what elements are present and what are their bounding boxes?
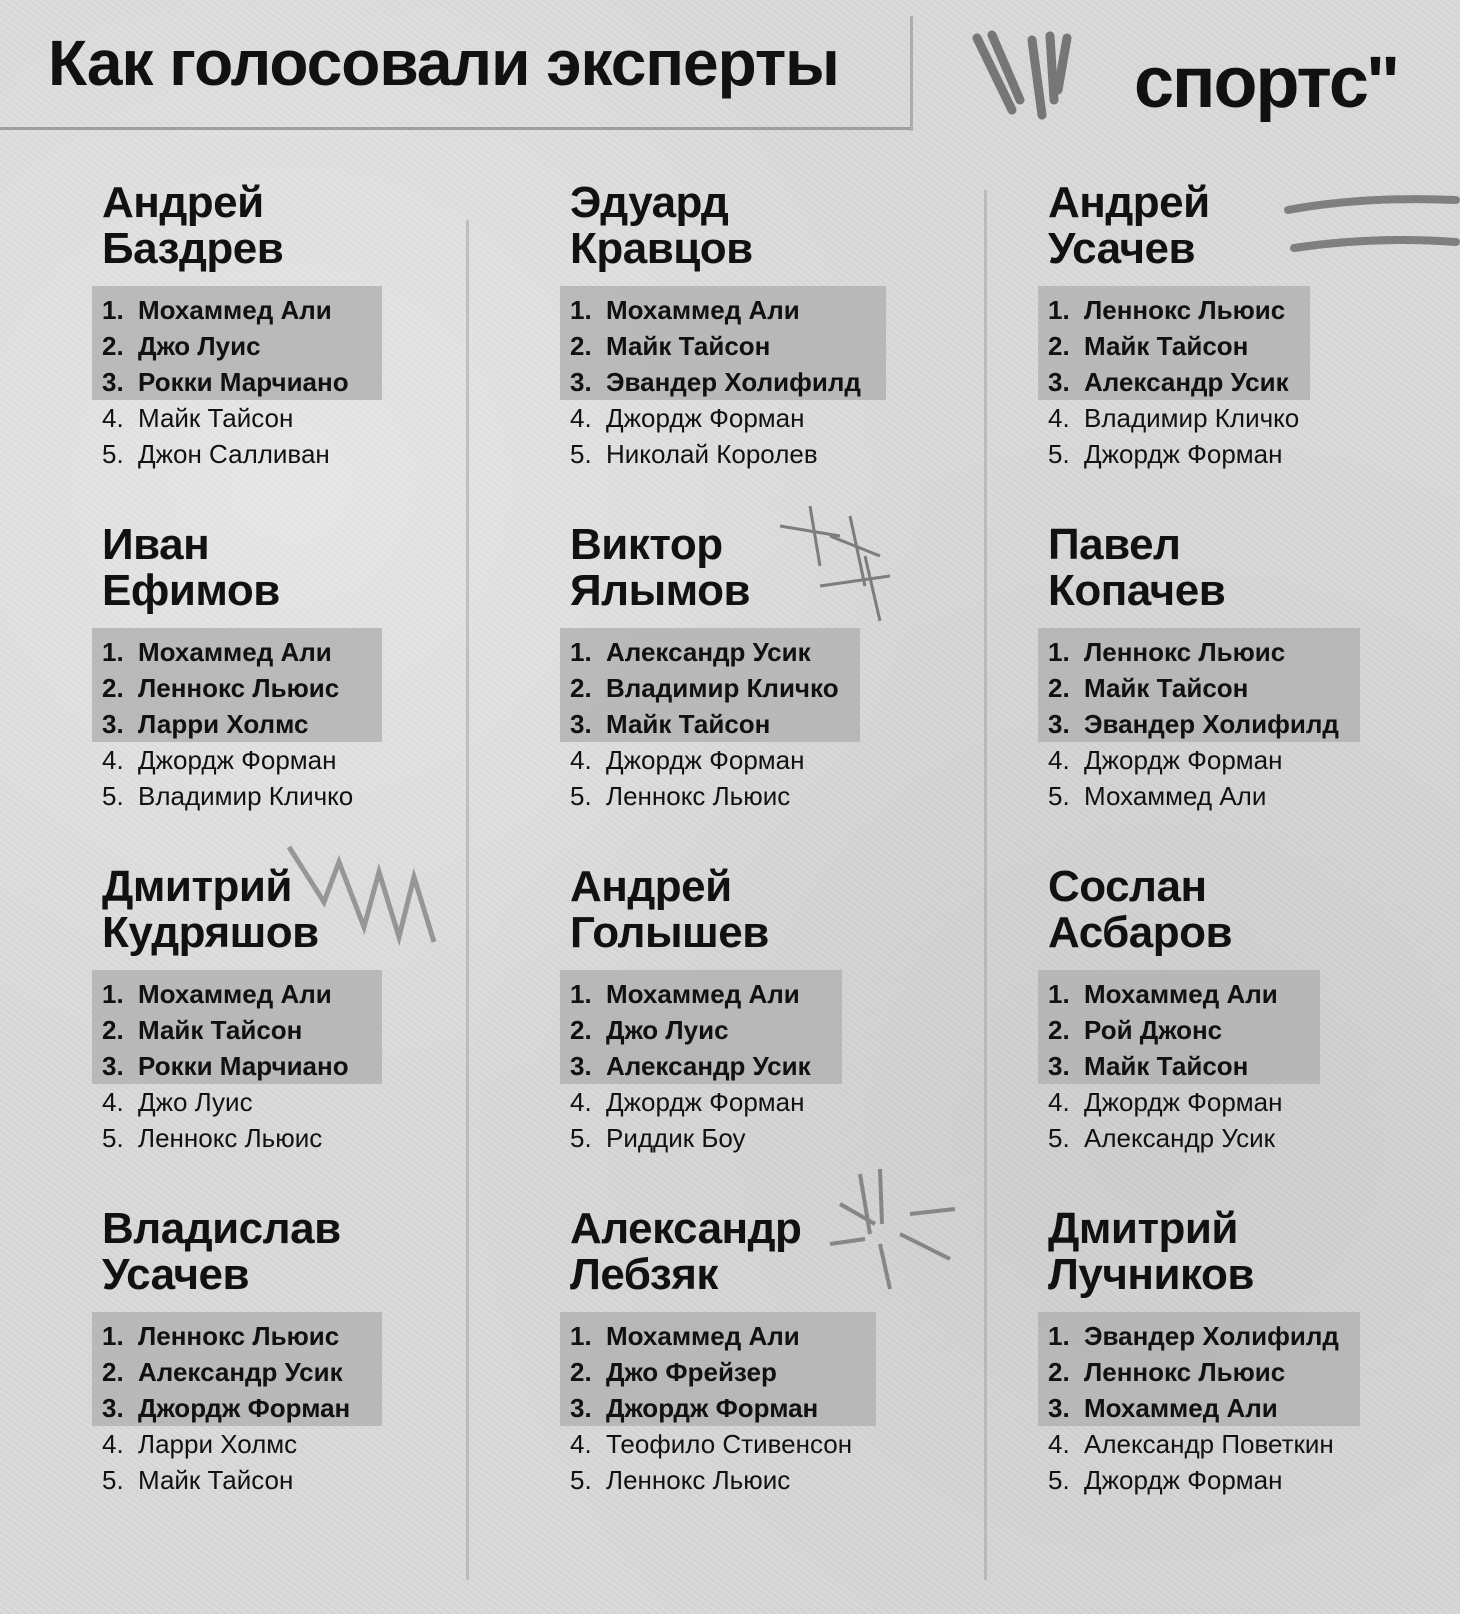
rank-number: 1. bbox=[1048, 637, 1070, 667]
ranking-item bbox=[1048, 1390, 1388, 1426]
ranking-item bbox=[570, 778, 910, 814]
ranking-item bbox=[102, 1120, 442, 1156]
boxer-name: Мохаммед Али bbox=[606, 979, 800, 1009]
ranking-list bbox=[102, 976, 442, 1156]
ranking-item bbox=[102, 400, 442, 436]
rank-number: 1. bbox=[570, 979, 592, 1009]
boxer-name: Александр Усик bbox=[606, 1051, 811, 1081]
boxer-name: Джордж Форман bbox=[138, 745, 337, 775]
header-vertical-divider bbox=[910, 16, 913, 131]
ranking-item bbox=[1048, 634, 1388, 670]
ranking-item bbox=[102, 1390, 442, 1426]
rank-number: 4. bbox=[1048, 1429, 1070, 1459]
rank-number: 2. bbox=[1048, 331, 1070, 361]
boxer-name: Майк Тайсон bbox=[606, 331, 771, 361]
expert-first-name: Александр bbox=[570, 1204, 802, 1253]
rank-number: 3. bbox=[1048, 367, 1070, 397]
expert-last-name: Усачев bbox=[102, 1250, 250, 1299]
boxer-name: Джордж Форман bbox=[606, 745, 805, 775]
expert-last-name: Кудряшов bbox=[102, 908, 319, 957]
boxer-name: Мохаммед Али bbox=[606, 295, 800, 325]
ranking-list bbox=[102, 1318, 442, 1498]
ranking-item bbox=[1048, 976, 1388, 1012]
boxer-name: Майк Тайсон bbox=[138, 1465, 294, 1495]
expert-last-name: Асбаров bbox=[1048, 908, 1233, 957]
ranking-item bbox=[570, 1390, 910, 1426]
ranking-list bbox=[1048, 634, 1388, 814]
boxer-name: Рокки Марчиано bbox=[138, 367, 349, 397]
boxer-name: Александр Усик bbox=[138, 1357, 343, 1387]
boxer-name: Мохаммед Али bbox=[1084, 1393, 1278, 1423]
expert-name bbox=[1048, 522, 1388, 614]
boxer-name: Владимир Кличко bbox=[606, 673, 839, 703]
boxer-name: Александр Усик bbox=[1084, 367, 1289, 397]
ranking-item bbox=[1048, 1012, 1388, 1048]
rank-number: 4. bbox=[570, 1087, 592, 1117]
expert-name bbox=[1048, 1206, 1388, 1298]
expert-last-name: Усачев bbox=[1048, 224, 1196, 273]
rank-number: 2. bbox=[570, 331, 592, 361]
rank-number: 5. bbox=[1048, 439, 1070, 469]
ranking-item bbox=[102, 1318, 442, 1354]
rank-number: 1. bbox=[102, 637, 124, 667]
expert-card bbox=[570, 522, 910, 814]
rank-number: 5. bbox=[102, 1123, 124, 1153]
expert-first-name: Иван bbox=[102, 520, 210, 569]
ranking-item bbox=[102, 778, 442, 814]
ranking-item bbox=[1048, 1084, 1388, 1120]
boxer-name: Леннокс Льюис bbox=[1084, 1357, 1286, 1387]
expert-card bbox=[102, 180, 442, 472]
rank-number: 4. bbox=[1048, 403, 1070, 433]
boxer-name: Риддик Боу bbox=[606, 1123, 746, 1153]
ranking-item bbox=[1048, 328, 1388, 364]
page-title: Как голосовали эксперты bbox=[48, 27, 839, 99]
ranking-list bbox=[570, 634, 910, 814]
expert-first-name: Павел bbox=[1048, 520, 1181, 569]
ranking-item bbox=[570, 706, 910, 742]
ranking-item bbox=[1048, 742, 1388, 778]
ranking-item bbox=[570, 976, 910, 1012]
rank-number: 5. bbox=[102, 1465, 124, 1495]
ranking-item bbox=[570, 1462, 910, 1498]
ranking-item bbox=[570, 328, 910, 364]
boxer-name: Александр Усик bbox=[606, 637, 811, 667]
boxer-name: Мохаммед Али bbox=[1084, 979, 1278, 1009]
rank-number: 4. bbox=[1048, 745, 1070, 775]
ranking-item bbox=[570, 436, 910, 472]
boxer-name: Мохаммед Али bbox=[1084, 781, 1267, 811]
expert-card bbox=[1048, 1206, 1388, 1498]
expert-card bbox=[1048, 180, 1388, 472]
ranking-item bbox=[1048, 1354, 1388, 1390]
expert-name bbox=[570, 180, 910, 272]
ranking-item bbox=[102, 1462, 442, 1498]
ranking-item bbox=[570, 634, 910, 670]
rank-number: 1. bbox=[102, 1321, 124, 1351]
boxer-name: Джордж Форман bbox=[1084, 439, 1283, 469]
expert-first-name: Андрей bbox=[1048, 178, 1210, 227]
rank-number: 3. bbox=[102, 709, 124, 739]
expert-name bbox=[570, 522, 910, 614]
ranking-item bbox=[102, 364, 442, 400]
ranking-list bbox=[570, 976, 910, 1156]
rank-number: 3. bbox=[570, 367, 592, 397]
expert-name bbox=[570, 864, 910, 956]
boxer-name: Майк Тайсон bbox=[138, 1015, 303, 1045]
ranking-item bbox=[1048, 400, 1388, 436]
ranking-item bbox=[102, 1354, 442, 1390]
boxer-name: Мохаммед Али bbox=[138, 295, 332, 325]
expert-name bbox=[102, 1206, 442, 1298]
boxer-name: Владимир Кличко bbox=[1084, 403, 1300, 433]
expert-last-name: Ефимов bbox=[102, 566, 280, 615]
ranking-item bbox=[570, 400, 910, 436]
boxer-name: Леннокс Льюис bbox=[138, 1321, 340, 1351]
boxer-name: Джордж Форман bbox=[606, 1393, 819, 1423]
rank-number: 2. bbox=[102, 673, 124, 703]
rank-number: 1. bbox=[102, 979, 124, 1009]
rank-number: 2. bbox=[570, 1357, 592, 1387]
expert-card bbox=[570, 864, 910, 1156]
ranking-item bbox=[1048, 1426, 1388, 1462]
column-divider-1 bbox=[466, 220, 469, 1580]
boxer-name: Джо Луис bbox=[606, 1015, 729, 1045]
ranking-item bbox=[570, 364, 910, 400]
expert-last-name: Баздрев bbox=[102, 224, 284, 273]
expert-last-name: Копачев bbox=[1048, 566, 1226, 615]
expert-last-name: Лебзяк bbox=[570, 1250, 718, 1299]
boxer-name: Майк Тайсон bbox=[138, 403, 294, 433]
expert-name bbox=[1048, 180, 1388, 272]
ranking-item bbox=[102, 328, 442, 364]
expert-last-name: Лучников bbox=[1048, 1250, 1254, 1299]
ranking-item bbox=[570, 1354, 910, 1390]
rank-number: 3. bbox=[570, 709, 592, 739]
ranking-item bbox=[570, 670, 910, 706]
boxer-name: Эвандер Холифилд bbox=[1084, 1321, 1339, 1351]
boxer-name: Майк Тайсон bbox=[1084, 331, 1249, 361]
ranking-item bbox=[570, 1426, 910, 1462]
boxer-name: Джо Луис bbox=[138, 331, 261, 361]
boxer-name: Джордж Форман bbox=[1084, 1087, 1283, 1117]
boxer-name: Леннокс Льюис bbox=[1084, 295, 1286, 325]
expert-last-name: Голышев bbox=[570, 908, 769, 957]
boxer-name: Леннокс Льюис bbox=[138, 673, 340, 703]
expert-name bbox=[102, 180, 442, 272]
rank-number: 4. bbox=[102, 745, 124, 775]
rank-number: 1. bbox=[1048, 295, 1070, 325]
ranking-list bbox=[570, 1318, 910, 1498]
ranking-item bbox=[102, 292, 442, 328]
boxer-name: Ларри Холмс bbox=[138, 1429, 298, 1459]
rank-number: 5. bbox=[570, 439, 592, 469]
expert-card bbox=[1048, 522, 1388, 814]
boxer-name: Джордж Форман bbox=[1084, 1465, 1283, 1495]
rank-number: 4. bbox=[102, 403, 124, 433]
boxer-name: Теофило Стивенсон bbox=[606, 1429, 853, 1459]
ranking-item bbox=[102, 1084, 442, 1120]
ranking-item bbox=[570, 1318, 910, 1354]
rank-number: 5. bbox=[1048, 781, 1070, 811]
boxer-name: Рой Джонс bbox=[1084, 1015, 1223, 1045]
ranking-item bbox=[1048, 1048, 1388, 1084]
expert-card bbox=[570, 1206, 910, 1498]
boxer-name: Джо Луис bbox=[138, 1087, 253, 1117]
expert-last-name: Кравцов bbox=[570, 224, 753, 273]
ranking-item bbox=[102, 706, 442, 742]
ranking-item bbox=[1048, 706, 1388, 742]
rank-number: 3. bbox=[102, 1393, 124, 1423]
rank-number: 4. bbox=[102, 1087, 124, 1117]
ranking-item bbox=[1048, 1318, 1388, 1354]
ranking-item bbox=[1048, 670, 1388, 706]
ranking-item bbox=[102, 436, 442, 472]
ranking-item bbox=[1048, 1120, 1388, 1156]
expert-card bbox=[102, 1206, 442, 1498]
rank-number: 3. bbox=[1048, 1393, 1070, 1423]
rank-number: 2. bbox=[570, 673, 592, 703]
boxer-name: Эвандер Холифилд bbox=[606, 367, 861, 397]
ranking-item bbox=[570, 1012, 910, 1048]
rank-number: 4. bbox=[570, 745, 592, 775]
header bbox=[0, 0, 1460, 132]
expert-first-name: Виктор bbox=[570, 520, 723, 569]
ranking-item bbox=[102, 742, 442, 778]
expert-card bbox=[102, 864, 442, 1156]
ranking-item bbox=[102, 1048, 442, 1084]
ranking-item bbox=[1048, 364, 1388, 400]
rank-number: 2. bbox=[102, 331, 124, 361]
boxer-name: Ларри Холмс bbox=[138, 709, 309, 739]
ranking-item bbox=[1048, 778, 1388, 814]
expert-name bbox=[570, 1206, 910, 1298]
rank-number: 2. bbox=[1048, 673, 1070, 703]
rank-number: 2. bbox=[1048, 1015, 1070, 1045]
ranking-list bbox=[1048, 292, 1388, 472]
expert-name bbox=[102, 864, 442, 956]
expert-first-name: Андрей bbox=[570, 862, 732, 911]
expert-name bbox=[1048, 864, 1388, 956]
expert-last-name: Ялымов bbox=[570, 566, 751, 615]
boxer-name: Леннокс Льюис bbox=[1084, 637, 1286, 667]
expert-first-name: Эдуард bbox=[570, 178, 729, 227]
rank-number: 4. bbox=[570, 1429, 592, 1459]
boxer-name: Александр Усик bbox=[1084, 1123, 1275, 1153]
rank-number: 5. bbox=[570, 1465, 592, 1495]
rank-number: 4. bbox=[570, 403, 592, 433]
rank-number: 3. bbox=[102, 367, 124, 397]
rank-number: 4. bbox=[1048, 1087, 1070, 1117]
rank-number: 1. bbox=[102, 295, 124, 325]
expert-name bbox=[102, 522, 442, 614]
expert-first-name: Владислав bbox=[102, 1204, 341, 1253]
column-divider-2 bbox=[984, 190, 987, 1580]
ranking-item bbox=[1048, 292, 1388, 328]
rank-number: 5. bbox=[1048, 1123, 1070, 1153]
boxer-name: Мохаммед Али bbox=[138, 637, 332, 667]
rank-number: 1. bbox=[570, 1321, 592, 1351]
ranking-item bbox=[102, 1012, 442, 1048]
ranking-item bbox=[570, 292, 910, 328]
boxer-name: Джордж Форман bbox=[138, 1393, 351, 1423]
rank-number: 5. bbox=[570, 1123, 592, 1153]
boxer-name: Мохаммед Али bbox=[138, 979, 332, 1009]
ranking-item bbox=[102, 670, 442, 706]
rank-number: 2. bbox=[570, 1015, 592, 1045]
boxer-name: Джордж Форман bbox=[606, 1087, 805, 1117]
ranking-item bbox=[102, 976, 442, 1012]
boxer-name: Леннокс Льюис bbox=[606, 781, 791, 811]
brush-stroke-icon bbox=[972, 30, 1082, 120]
rank-number: 1. bbox=[1048, 979, 1070, 1009]
boxer-name: Джордж Форман bbox=[606, 403, 805, 433]
ranking-item bbox=[102, 1426, 442, 1462]
ranking-item bbox=[1048, 1462, 1388, 1498]
ranking-item bbox=[570, 1120, 910, 1156]
boxer-name: Владимир Кличко bbox=[138, 781, 354, 811]
expert-first-name: Сослан bbox=[1048, 862, 1207, 911]
rank-number: 1. bbox=[570, 295, 592, 325]
boxer-name: Майк Тайсон bbox=[1084, 1051, 1249, 1081]
rank-number: 5. bbox=[102, 781, 124, 811]
rank-number: 2. bbox=[102, 1015, 124, 1045]
expert-first-name: Андрей bbox=[102, 178, 264, 227]
header-divider bbox=[0, 127, 910, 130]
boxer-name: Мохаммед Али bbox=[606, 1321, 800, 1351]
sports-logo: спортс'' bbox=[1134, 43, 1398, 123]
ranking-list bbox=[570, 292, 910, 472]
boxer-name: Леннокс Льюис bbox=[138, 1123, 323, 1153]
boxer-name: Рокки Марчиано bbox=[138, 1051, 349, 1081]
ranking-list bbox=[1048, 976, 1388, 1156]
boxer-name: Джон Салливан bbox=[138, 439, 330, 469]
boxer-name: Александр Поветкин bbox=[1084, 1429, 1334, 1459]
rank-number: 5. bbox=[1048, 1465, 1070, 1495]
boxer-name: Леннокс Льюис bbox=[606, 1465, 791, 1495]
ranking-item bbox=[102, 634, 442, 670]
boxer-name: Джо Фрейзер bbox=[606, 1357, 777, 1387]
rank-number: 1. bbox=[1048, 1321, 1070, 1351]
ranking-item bbox=[1048, 436, 1388, 472]
expert-first-name: Дмитрий bbox=[102, 862, 292, 911]
boxer-name: Майк Тайсон bbox=[606, 709, 771, 739]
ranking-item bbox=[570, 742, 910, 778]
ranking-item bbox=[570, 1084, 910, 1120]
rank-number: 5. bbox=[102, 439, 124, 469]
ranking-list bbox=[1048, 1318, 1388, 1498]
rank-number: 3. bbox=[570, 1051, 592, 1081]
rank-number: 3. bbox=[570, 1393, 592, 1423]
rank-number: 3. bbox=[1048, 1051, 1070, 1081]
expert-card bbox=[102, 522, 442, 814]
rank-number: 4. bbox=[102, 1429, 124, 1459]
rank-number: 2. bbox=[1048, 1357, 1070, 1387]
rank-number: 2. bbox=[102, 1357, 124, 1387]
ranking-list bbox=[102, 292, 442, 472]
rank-number: 5. bbox=[570, 781, 592, 811]
ranking-item bbox=[570, 1048, 910, 1084]
rank-number: 3. bbox=[1048, 709, 1070, 739]
expert-first-name: Дмитрий bbox=[1048, 1204, 1238, 1253]
rank-number: 1. bbox=[570, 637, 592, 667]
ranking-list bbox=[102, 634, 442, 814]
rank-number: 3. bbox=[102, 1051, 124, 1081]
expert-card bbox=[570, 180, 910, 472]
expert-card bbox=[1048, 864, 1388, 1156]
boxer-name: Эвандер Холифилд bbox=[1084, 709, 1339, 739]
boxer-name: Майк Тайсон bbox=[1084, 673, 1249, 703]
boxer-name: Джордж Форман bbox=[1084, 745, 1283, 775]
boxer-name: Николай Королев bbox=[606, 439, 818, 469]
